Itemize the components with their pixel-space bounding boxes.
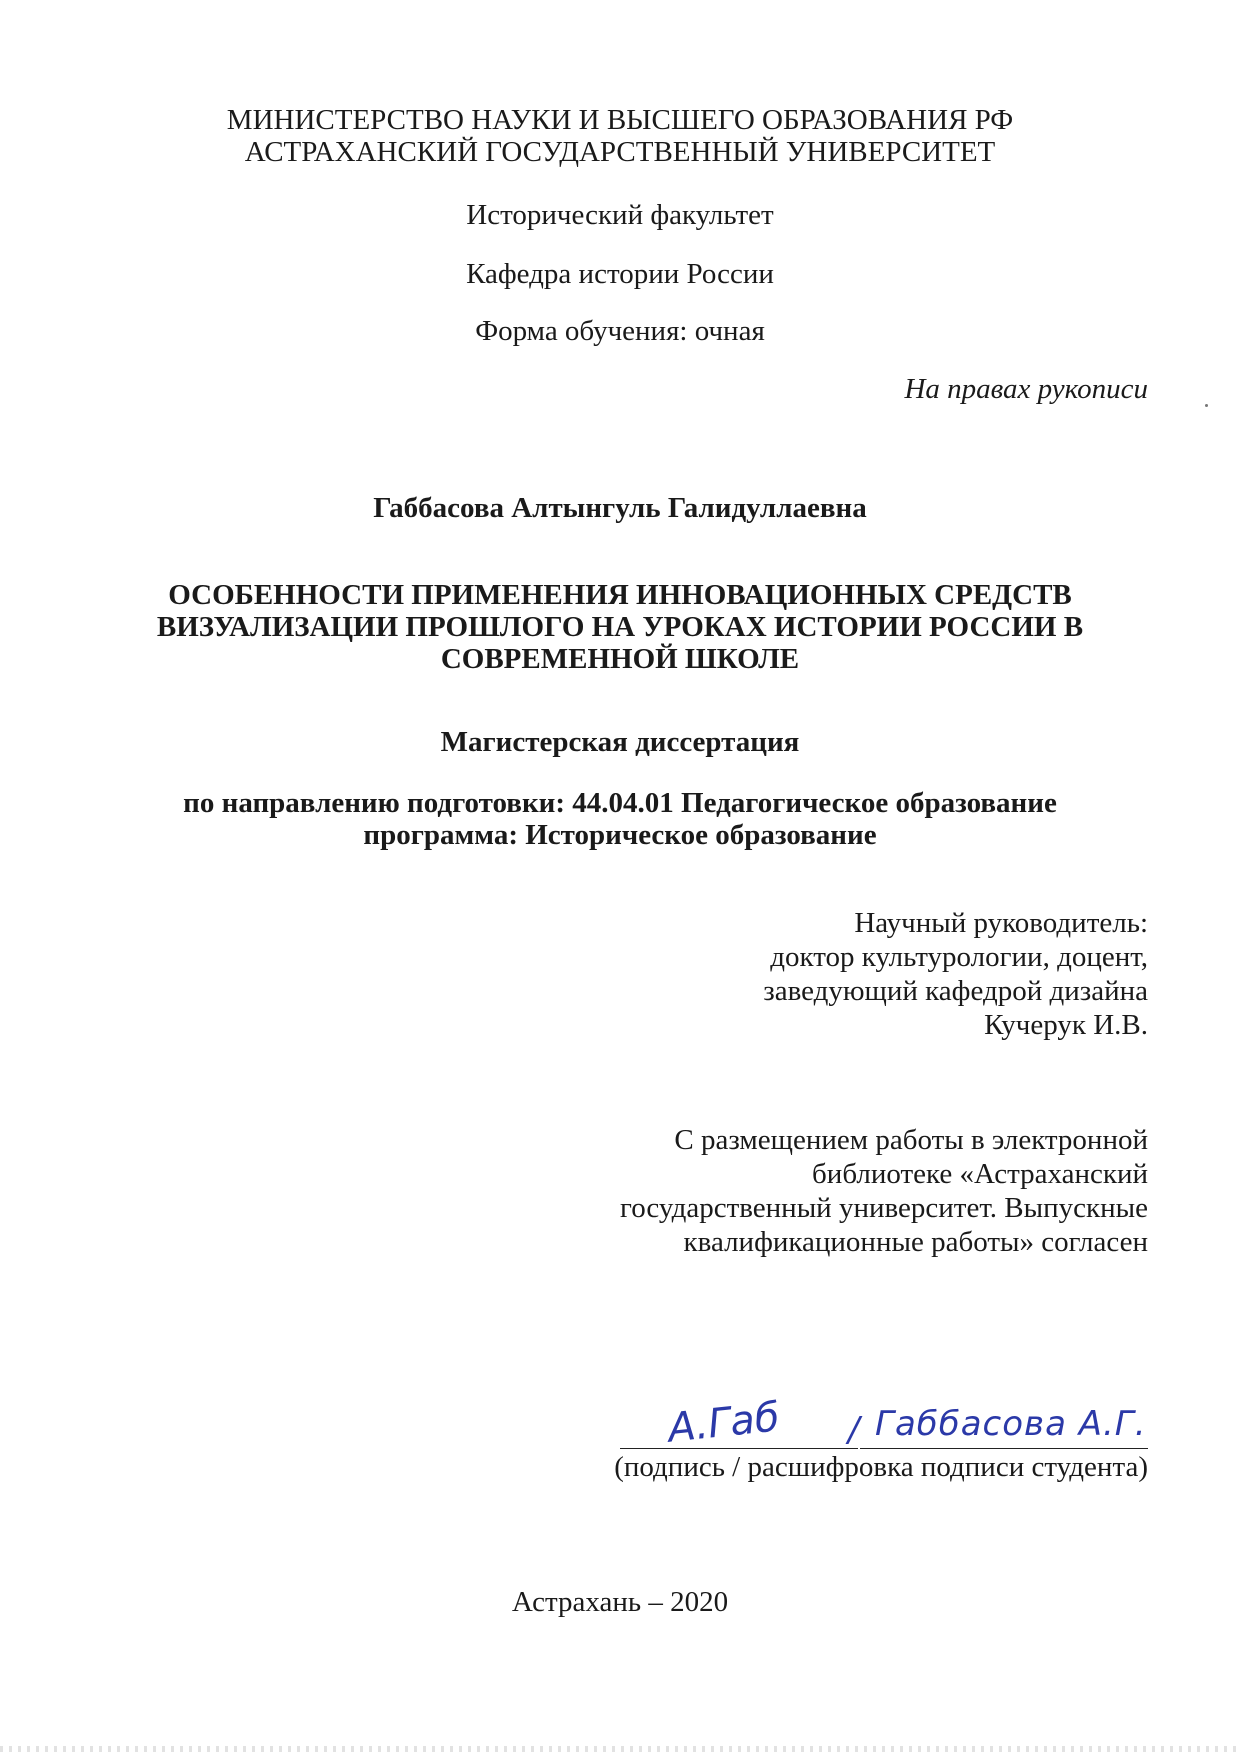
ministry-name: МИНИСТЕРСТВО НАУКИ И ВЫСШЕГО ОБРАЗОВАНИЯ РФ bbox=[226, 104, 1014, 136]
thesis-title-line: ВИЗУАЛИЗАЦИИ ПРОШЛОГО НА УРОКАХ ИСТОРИИ РОССИИ В bbox=[156, 611, 1084, 643]
manuscript-note: На правах рукописи bbox=[904, 373, 1148, 405]
name-underline bbox=[860, 1448, 1148, 1449]
signature-caption: (подпись / расшифровка подписи студента) bbox=[614, 1451, 1148, 1483]
supervisor-position: заведующий кафедрой дизайна bbox=[763, 975, 1148, 1007]
consent-block bbox=[620, 1123, 1148, 1259]
supervisor-label: Научный руководитель: bbox=[854, 907, 1148, 939]
scan-edge bbox=[0, 1746, 1240, 1752]
city-year: Астрахань – 2020 bbox=[511, 1586, 729, 1618]
supervisor-degree: доктор культурологии, доцент, bbox=[770, 941, 1148, 973]
handwritten-signature: А.Габ bbox=[665, 1394, 782, 1452]
signature-underline bbox=[620, 1448, 858, 1449]
supervisor-block bbox=[763, 906, 1148, 1042]
consent-line: библиотеке «Астраханский bbox=[812, 1158, 1148, 1190]
consent-line: государственный университет. Выпускные bbox=[620, 1192, 1148, 1224]
department-name: Кафедра истории России bbox=[466, 258, 774, 290]
handwritten-name: Габбасова А.Г. bbox=[875, 1404, 1147, 1444]
handwritten-separator: / bbox=[848, 1410, 860, 1450]
study-program: программа: Историческое образование bbox=[363, 819, 877, 851]
work-type: Магистерская диссертация bbox=[440, 726, 800, 758]
author-name: Габбасова Алтынгуль Галидуллаевна bbox=[373, 492, 867, 524]
thesis-title bbox=[0, 579, 1240, 675]
study-direction: по направлению подготовки: 44.04.01 Педагогическое образование bbox=[183, 787, 1057, 819]
consent-line: С размещением работы в электронной bbox=[674, 1124, 1148, 1156]
university-name: АСТРАХАНСКИЙ ГОСУДАРСТВЕННЫЙ УНИВЕРСИТЕТ bbox=[244, 136, 996, 168]
thesis-title-line: СОВРЕМЕННОЙ ШКОЛЕ bbox=[440, 643, 800, 675]
scan-speck bbox=[1205, 404, 1208, 407]
study-form: Форма обучения: очная bbox=[475, 315, 765, 347]
faculty-name: Исторический факультет bbox=[466, 199, 774, 231]
thesis-title-line: ОСОБЕННОСТИ ПРИМЕНЕНИЯ ИННОВАЦИОННЫХ СРЕДСТВ bbox=[168, 579, 1072, 611]
supervisor-name: Кучерук И.В. bbox=[984, 1009, 1148, 1041]
consent-line: квалификационные работы» согласен bbox=[683, 1226, 1148, 1258]
